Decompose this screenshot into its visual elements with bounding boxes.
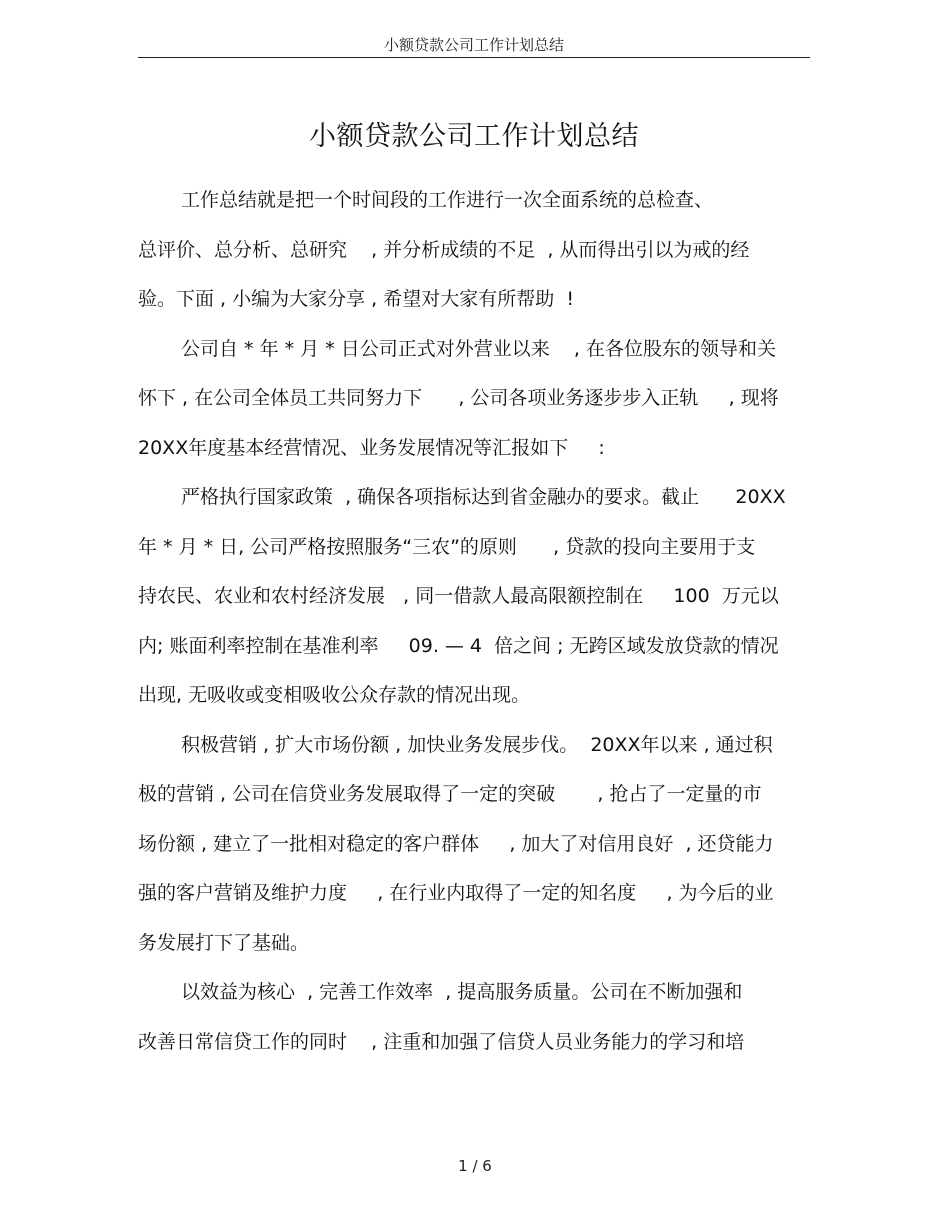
document-title: 小额贷款公司工作计划总结 [309,121,639,152]
paragraph-2-line-2: 怀下 , 在公司全体员工共同努力下 , 公司各项业务逐步步入正轨 , 现将 [138,387,779,409]
paragraph-1-line-2: 总评价、总分析、总研究 , 并分析成绩的不足 , 从而得出引以为戒的经 [138,238,750,261]
paragraph-1-line-3: 验。下面 , 小编为大家分享 , 希望对大家有所帮助 ! [138,288,574,310]
running-header: 小额贷款公司工作计划总结 [383,36,564,54]
header-divider [138,57,810,58]
paragraph-3-line-1: 严格执行国家政策 , 确保各项指标达到省金融办的要求。截止 20XX [181,486,786,508]
page-number: 1 / 6 [458,1157,492,1175]
paragraph-2-line-1: 公司自 * 年 * 月 * 日公司正式对外营业以来 , 在各位股东的领导和关 [181,337,776,360]
paragraph-4-line-3: 场份额 , 建立了一批相对稳定的客户群体 , 加大了对信用良好 , 还贷能力 [138,832,774,855]
paragraph-5-line-1: 以效益为核心 , 完善工作效率 , 提高服务质量。公司在不断加强和 [181,981,743,1003]
document-body [138,180,818,1071]
paragraph-4-line-4: 强的客户营销及维护力度 , 在行业内取得了一定的知名度 , 为今后的业 [138,882,774,904]
paragraph-1-line-1: 工作总结就是把一个时间段的工作进行一次全面系统的总检查、 [181,189,714,211]
paragraph-3-line-3: 持农民、农业和农村经济发展 , 同一借款人最高限额控制在 100 万元以 [138,585,779,607]
paragraph-2-line-3: 20XX年度基本经营情况、业务发展情况等汇报如下 : [138,436,605,459]
paragraph-4-line-2: 极的营销 , 公司在信贷业务发展取得了一定的突破 , 抢占了一定量的市 [138,783,762,805]
paragraph-3-line-5: 出现, 无吸收或变相吸收公众存款的情况出现。 [138,684,531,706]
paragraph-3-line-2: 年 * 月 * 日, 公司严格按照服务“三农”的原则 , 贷款的投向主要用于支 [138,535,756,558]
paragraph-4-line-1: 积极营销 , 扩大市场份额 , 加快业务发展步伐。 20XX年以来 , 通过积 [181,733,773,756]
paragraph-5-line-2: 改善日常信贷工作的同时 , 注重和加强了信贷人员业务能力的学习和培 [138,1030,745,1053]
paragraph-4-line-5: 务发展打下了基础。 [138,931,310,954]
paragraph-3-line-4: 内; 账面利率控制在基准利率 09. — 4 倍之间 ; 无跨区域发放贷款的情况 [138,634,779,657]
